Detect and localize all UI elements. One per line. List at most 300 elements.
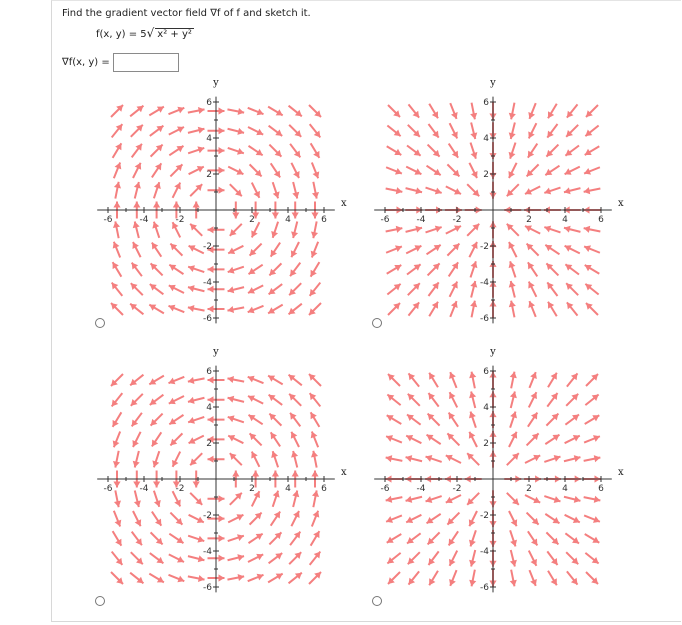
y-tick-label: -6	[480, 583, 489, 593]
field-arrow	[386, 187, 403, 194]
field-arrow	[271, 243, 280, 257]
field-arrow	[565, 245, 580, 253]
field-arrow	[111, 572, 123, 584]
field-arrow	[228, 514, 243, 522]
x-tick-label: -6	[103, 484, 113, 494]
field-arrow	[584, 455, 601, 462]
field-arrow	[527, 244, 539, 256]
field-arrow	[252, 183, 260, 198]
y-tick-label: 6	[206, 98, 212, 108]
field-arrow	[428, 263, 440, 275]
field-arrow	[567, 104, 578, 117]
field-arrow	[188, 107, 205, 114]
field-arrow	[249, 146, 263, 155]
field-arrow	[388, 374, 400, 386]
radio-option-a[interactable]	[95, 318, 105, 328]
field-arrow	[188, 397, 204, 404]
field-arrow	[449, 392, 457, 407]
field-arrow	[113, 262, 122, 277]
field-arrow	[130, 106, 143, 117]
field-arrow	[269, 126, 283, 136]
field-arrow	[544, 455, 560, 462]
field-arrow	[190, 224, 202, 236]
field-arrow	[450, 103, 457, 119]
field-arrow	[387, 125, 400, 136]
field-arrow	[546, 263, 558, 275]
field-arrow	[151, 532, 163, 544]
field-arrow	[467, 493, 479, 505]
field-arrow	[507, 224, 519, 236]
y-tick-label: 4	[206, 403, 212, 413]
field-arrow	[566, 125, 578, 137]
field-arrow	[469, 412, 476, 428]
field-arrow	[290, 144, 300, 158]
field-arrow	[406, 435, 421, 443]
field-arrow	[469, 511, 477, 526]
y-axis-label: y	[490, 77, 496, 89]
field-arrow	[586, 374, 598, 386]
field-arrow	[429, 124, 439, 138]
field-arrow	[406, 496, 422, 503]
field-arrow	[406, 187, 422, 194]
field-arrow	[584, 187, 601, 194]
x-tick-label: -4	[416, 484, 426, 494]
field-arrow	[251, 452, 259, 467]
y-tick-label: -4	[203, 278, 212, 288]
field-arrow	[152, 451, 159, 467]
y-axis-label: y	[213, 77, 219, 89]
field-arrow	[547, 282, 557, 296]
field-arrow	[565, 146, 579, 156]
field-arrow	[113, 531, 122, 546]
field-arrow	[584, 167, 600, 174]
y-tick-label: -2	[203, 242, 212, 252]
y-tick-label: -2	[480, 511, 489, 521]
field-arrow	[289, 106, 302, 117]
field-arrow	[309, 572, 321, 584]
field-arrow	[545, 514, 559, 523]
field-arrow	[429, 373, 438, 388]
field-arrow	[271, 512, 280, 526]
field-arrow	[408, 302, 419, 315]
x-tick-label: -2	[175, 484, 185, 494]
plot-option-a	[103, 77, 358, 331]
field-arrow	[469, 570, 476, 587]
field-arrow	[388, 572, 400, 584]
field-arrow	[428, 145, 440, 157]
field-arrow	[548, 302, 557, 317]
field-arrow	[250, 164, 262, 176]
field-arrow	[170, 244, 182, 256]
field-arrow	[111, 303, 123, 315]
field-arrow	[509, 123, 516, 139]
field-arrow	[546, 145, 558, 157]
field-arrow	[130, 304, 143, 315]
field-arrow	[227, 306, 244, 313]
field-arrow	[528, 413, 537, 427]
field-arrow	[470, 103, 477, 120]
field-arrow	[510, 412, 517, 428]
field-arrow	[189, 436, 204, 444]
field-arrow	[528, 262, 537, 276]
field-arrow	[289, 304, 302, 315]
field-arrow	[150, 284, 164, 294]
field-arrow	[546, 532, 558, 544]
field-arrow	[312, 511, 319, 527]
field-arrow	[387, 146, 402, 155]
y-tick-label: -4	[480, 278, 489, 288]
field-arrow	[230, 224, 242, 236]
field-arrow	[509, 143, 516, 159]
x-tick-label: -4	[139, 215, 149, 225]
plot-option-b	[380, 77, 635, 331]
field-arrow	[189, 166, 204, 174]
field-arrow	[470, 281, 477, 297]
field-arrow	[169, 415, 183, 424]
field-arrow	[388, 303, 400, 315]
field-arrow	[169, 107, 185, 114]
field-arrow	[133, 163, 141, 178]
field-arrow	[564, 496, 580, 503]
y-tick-label: -4	[203, 547, 212, 557]
field-arrow	[289, 125, 301, 137]
field-arrow	[249, 265, 263, 274]
field-arrow	[149, 376, 164, 385]
field-arrow	[114, 163, 121, 179]
field-arrow	[112, 283, 123, 296]
field-arrow	[585, 534, 600, 543]
field-arrow	[408, 104, 419, 117]
x-tick-label: 4	[562, 484, 568, 494]
x-tick-label: -4	[416, 215, 426, 225]
field-arrow	[406, 167, 421, 175]
field-arrow	[291, 432, 299, 447]
field-arrow	[228, 167, 243, 175]
field-arrow	[388, 105, 400, 117]
field-arrow	[188, 377, 205, 384]
field-arrow	[291, 222, 298, 238]
field-arrow	[273, 182, 280, 198]
field-arrow	[586, 572, 598, 584]
field-arrow	[387, 284, 400, 295]
field-arrow	[509, 281, 516, 297]
field-arrow	[111, 105, 123, 117]
field-arrow	[565, 167, 580, 175]
field-arrow	[470, 123, 477, 139]
field-arrow	[248, 376, 264, 383]
x-axis-label: x	[617, 198, 624, 209]
field-arrow	[429, 571, 438, 586]
field-arrow	[228, 267, 244, 274]
field-arrow	[548, 104, 557, 119]
field-arrow	[547, 124, 557, 138]
field-arrow	[408, 552, 420, 564]
field-arrow	[189, 245, 204, 253]
field-arrow	[527, 164, 539, 176]
field-arrow	[387, 415, 402, 424]
field-arrow	[426, 455, 442, 462]
field-arrow	[446, 186, 461, 194]
x-tick-label: -6	[103, 215, 113, 225]
field-arrow	[565, 264, 579, 274]
field-arrow	[291, 451, 298, 467]
field-arrow	[507, 184, 519, 196]
field-arrow	[188, 575, 205, 582]
x-tick-label: 2	[526, 484, 532, 494]
field-arrow	[310, 124, 321, 137]
field-arrow	[429, 302, 438, 317]
field-arrow	[113, 221, 120, 238]
field-arrow	[528, 301, 535, 317]
y-tick-label: 6	[483, 367, 489, 377]
y-tick-label: -6	[203, 314, 212, 324]
field-arrow	[507, 453, 519, 465]
field-arrow	[387, 394, 400, 405]
field-arrow	[586, 105, 598, 117]
field-arrow	[565, 533, 579, 543]
field-arrow	[190, 453, 202, 465]
field-arrow	[447, 513, 459, 525]
field-arrow	[446, 495, 461, 503]
field-arrow	[228, 435, 243, 443]
field-arrow	[510, 570, 517, 587]
field-arrow	[169, 575, 185, 582]
field-arrow	[152, 163, 161, 177]
field-arrow	[248, 127, 263, 135]
y-axis-label: y	[490, 346, 496, 358]
field-arrow	[449, 570, 456, 586]
field-arrow	[408, 283, 420, 295]
field-arrow	[407, 415, 421, 425]
radio-option-b[interactable]	[372, 318, 382, 328]
field-arrow	[269, 145, 281, 157]
field-arrow	[289, 283, 301, 295]
field-arrow	[449, 372, 456, 388]
y-tick-label: 2	[206, 439, 212, 449]
field-arrow	[114, 182, 121, 199]
field-arrow	[250, 433, 262, 445]
field-arrow	[248, 574, 264, 581]
field-arrow	[269, 414, 281, 426]
field-arrow	[406, 226, 422, 233]
field-arrow	[309, 374, 321, 386]
x-tick-label: 4	[285, 484, 291, 494]
field-arrow	[169, 534, 183, 543]
field-arrow	[471, 143, 478, 159]
field-arrow	[152, 243, 161, 257]
x-tick-label: 4	[562, 215, 568, 225]
field-arrow	[387, 534, 402, 543]
field-arrow	[510, 372, 517, 389]
field-arrow	[311, 143, 320, 158]
field-arrow	[131, 125, 143, 137]
field-arrow	[292, 182, 299, 198]
y-tick-label: 2	[483, 170, 489, 180]
y-tick-label: 6	[483, 98, 489, 108]
field-arrow	[408, 394, 420, 406]
field-arrow	[407, 146, 421, 156]
field-arrow	[585, 265, 600, 274]
field-arrow	[188, 555, 204, 562]
answer-row	[62, 53, 179, 72]
field-arrow	[169, 265, 183, 274]
field-arrow	[169, 305, 185, 312]
field-arrow	[248, 306, 264, 313]
field-arrow	[111, 374, 123, 386]
field-arrow	[584, 245, 600, 252]
field-arrow	[132, 413, 142, 427]
field-arrow	[567, 302, 578, 315]
field-arrow	[447, 244, 459, 256]
field-arrow	[132, 263, 142, 277]
field-arrow	[113, 412, 122, 427]
field-arrow	[467, 184, 479, 196]
field-arrow	[428, 414, 440, 426]
field-arrow	[406, 455, 422, 462]
field-arrow	[585, 394, 598, 405]
x-tick-label: 4	[285, 215, 291, 225]
field-arrow	[227, 108, 244, 115]
field-arrow	[427, 166, 441, 175]
vector-field-plot-d	[380, 346, 635, 600]
field-arrow	[469, 242, 477, 257]
field-arrow	[311, 531, 320, 546]
field-arrow	[228, 286, 244, 293]
radio-option-c[interactable]	[95, 596, 105, 606]
field-arrow	[133, 451, 140, 467]
field-arrow	[271, 451, 278, 467]
y-tick-label: 6	[206, 367, 212, 377]
field-arrow	[585, 125, 598, 136]
field-arrow	[133, 511, 141, 526]
x-axis-label: x	[340, 467, 347, 478]
field-arrow	[528, 531, 537, 545]
field-arrow	[449, 551, 457, 566]
field-arrow	[169, 126, 184, 134]
field-arrow	[228, 396, 244, 403]
field-arrow	[188, 417, 204, 424]
field-arrow	[508, 242, 516, 257]
field-arrow	[268, 376, 283, 385]
field-arrow	[268, 574, 283, 583]
function-lhs: f(x, y) = 5	[96, 29, 147, 40]
field-arrow	[230, 184, 242, 196]
field-arrow	[134, 182, 141, 198]
field-arrow	[114, 511, 121, 527]
field-arrow	[567, 571, 578, 584]
field-arrow	[585, 146, 600, 155]
x-tick-label: -2	[452, 484, 462, 494]
field-arrow	[586, 303, 598, 315]
radio-option-d[interactable]	[372, 596, 382, 606]
field-arrow	[151, 414, 163, 426]
field-arrow	[510, 550, 517, 566]
field-arrow	[188, 285, 204, 292]
field-arrow	[114, 490, 121, 507]
field-arrow	[450, 282, 458, 297]
field-arrow	[449, 413, 458, 427]
field-arrow	[429, 393, 439, 407]
field-arrow	[312, 182, 319, 199]
field-arrow	[584, 226, 601, 233]
field-arrow	[566, 394, 578, 406]
x-tick-label: -4	[139, 484, 149, 494]
field-arrow	[386, 455, 403, 462]
field-arrow	[387, 553, 400, 564]
field-arrow	[509, 511, 517, 526]
x-tick-label: 6	[321, 484, 327, 494]
field-arrow	[113, 451, 120, 468]
field-arrow	[469, 432, 477, 447]
field-arrow	[113, 432, 120, 448]
question-prompt: Find the gradient vector field ∇f of f and sketch it.	[62, 8, 311, 19]
field-arrow	[169, 377, 185, 384]
field-arrow	[131, 552, 143, 564]
y-tick-label: -4	[480, 547, 489, 557]
field-arrow	[170, 433, 182, 445]
x-tick-label: -6	[380, 215, 390, 225]
x-axis-label: x	[617, 467, 624, 478]
field-arrow	[311, 451, 318, 468]
field-arrow	[149, 305, 164, 314]
field-arrow	[230, 493, 242, 505]
y-tick-label: -6	[480, 314, 489, 324]
y-tick-label: 4	[483, 403, 489, 413]
field-arrow	[132, 242, 140, 257]
x-tick-label: 2	[249, 484, 255, 494]
field-arrow	[273, 491, 280, 507]
gradient-answer-input[interactable]	[113, 53, 179, 72]
field-arrow	[151, 145, 163, 157]
field-arrow	[228, 554, 244, 561]
plot-option-c	[103, 346, 358, 600]
field-arrow	[567, 373, 578, 386]
field-arrow	[566, 283, 578, 295]
field-arrow	[154, 182, 161, 198]
field-arrow	[311, 432, 318, 448]
field-arrow	[528, 282, 536, 297]
field-arrow	[426, 226, 442, 233]
field-arrow	[188, 146, 204, 153]
field-arrow	[386, 515, 402, 522]
field-arrow	[169, 554, 184, 562]
field-arrow	[311, 221, 318, 238]
field-arrow	[426, 496, 442, 503]
field-arrow	[152, 512, 161, 526]
field-arrow	[525, 495, 540, 503]
x-tick-label: 2	[249, 215, 255, 225]
y-tick-label: 2	[206, 170, 212, 180]
field-arrow	[228, 128, 244, 135]
field-arrow	[525, 186, 540, 194]
field-arrow	[408, 125, 420, 137]
field-arrow	[446, 225, 461, 233]
field-arrow	[564, 226, 580, 233]
field-arrow	[248, 395, 263, 403]
field-arrow	[548, 571, 557, 586]
field-arrow	[291, 511, 299, 526]
field-arrow	[173, 183, 181, 198]
field-arrow	[227, 574, 244, 581]
field-arrow	[529, 551, 537, 566]
field-arrow	[149, 107, 164, 116]
x-tick-label: -6	[380, 484, 390, 494]
field-arrow	[189, 515, 204, 523]
field-arrow	[271, 432, 280, 446]
field-arrow	[429, 282, 439, 296]
field-arrow	[450, 301, 457, 317]
field-arrow	[510, 530, 517, 546]
